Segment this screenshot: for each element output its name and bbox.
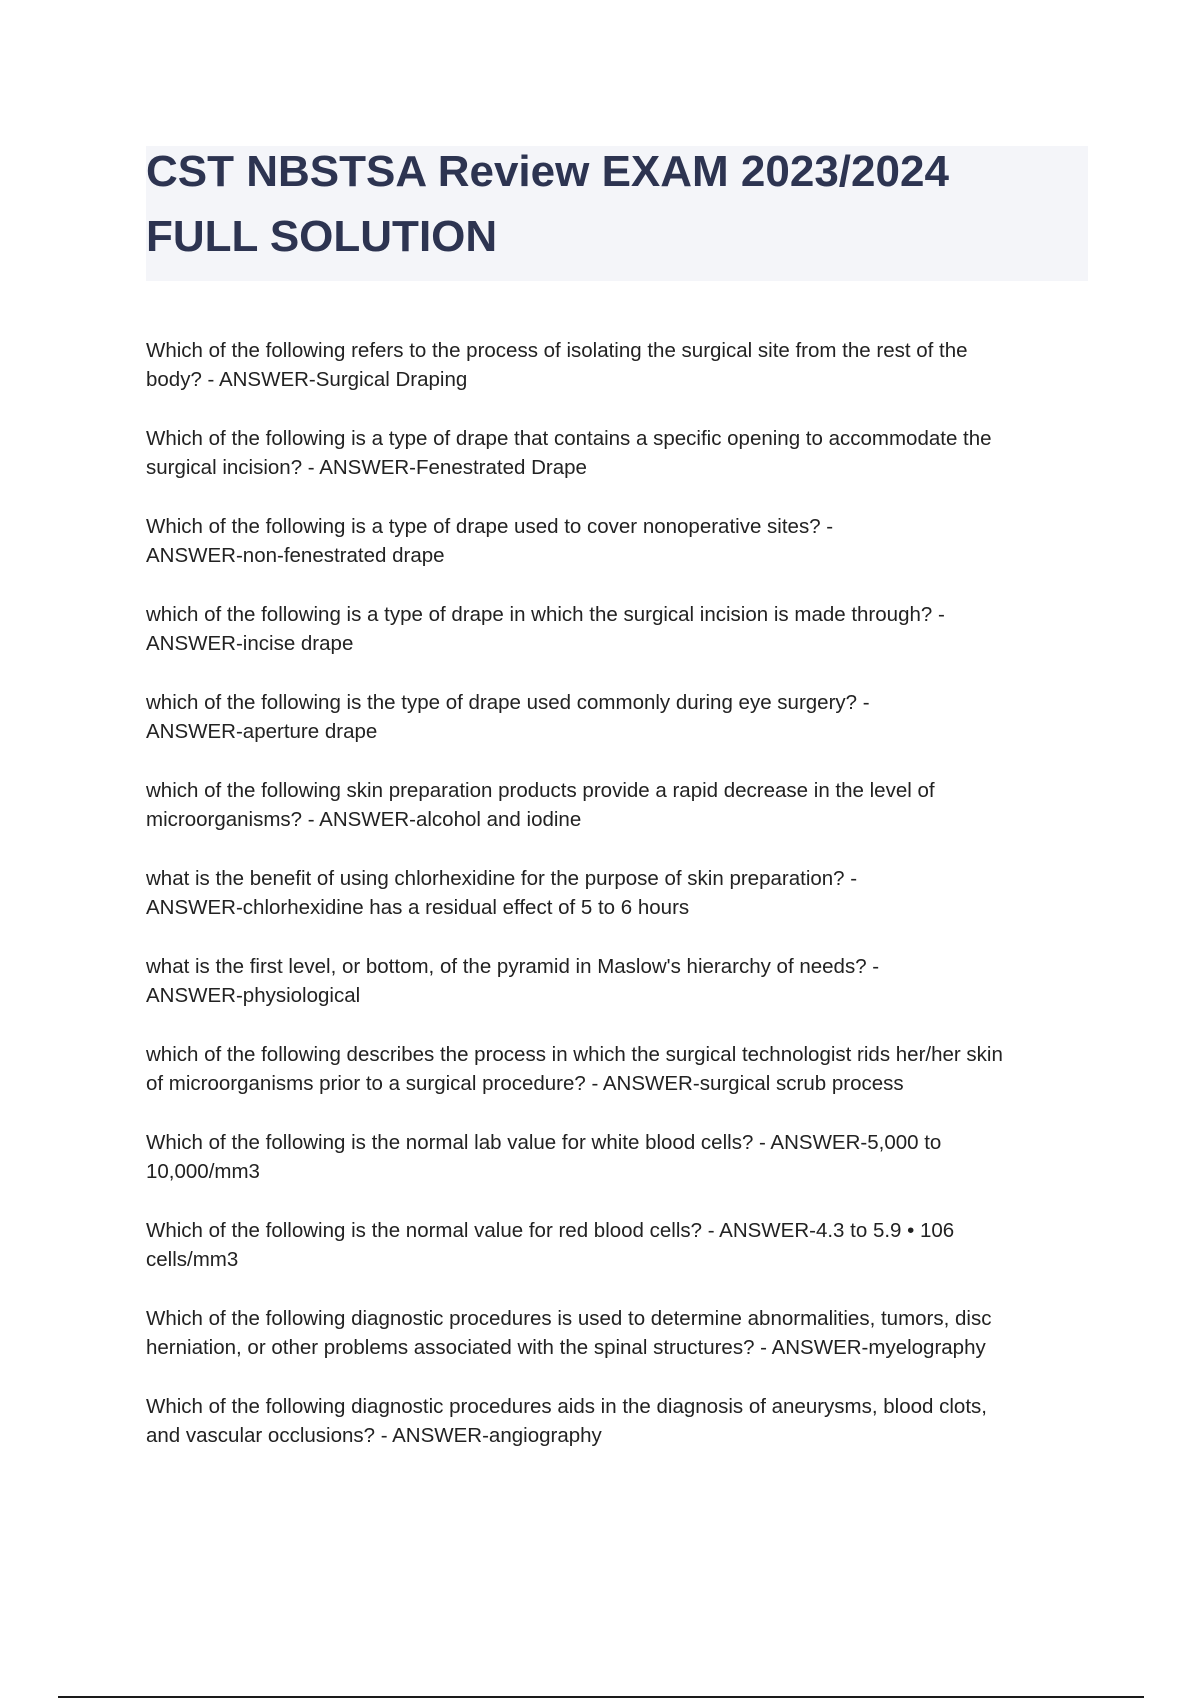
qa-line: 10,000/mm3 [146, 1160, 260, 1183]
qa-item [146, 776, 1086, 834]
qa-line: ANSWER-incise drape [146, 632, 354, 655]
qa-line: Which of the following is the normal lab value for white blood cells? - ANSWER-5,000 to [146, 1131, 942, 1154]
qa-line: which of the following is the type of drape used commonly during eye surgery? - [146, 691, 870, 714]
qa-item [146, 952, 1086, 1010]
qa-item [146, 600, 1086, 658]
page-title-line-1: CST NBSTSA Review EXAM 2023/2024 [146, 147, 949, 196]
qa-item [146, 512, 1086, 570]
qa-line: ANSWER-physiological [146, 984, 361, 1007]
qa-item [146, 1216, 1086, 1274]
qa-line: which of the following is a type of drape in which the surgical incision is made through? - [146, 603, 945, 626]
qa-line: Which of the following refers to the process of isolating the surgical site from the rest of the [146, 339, 968, 362]
qa-line: ANSWER-chlorhexidine has a residual effect of 5 to 6 hours [146, 896, 690, 919]
footer-rule [58, 1696, 1144, 1698]
qa-line: which of the following describes the process in which the surgical technologist rids her/her skin [146, 1043, 1003, 1066]
qa-item [146, 688, 1086, 746]
qa-line: Which of the following is a type of drape used to cover nonoperative sites? - [146, 515, 834, 538]
qa-line: Which of the following is a type of drape that contains a specific opening to accommodate the [146, 427, 992, 450]
qa-line: ANSWER-non-fenestrated drape [146, 544, 445, 567]
qa-line: of microorganisms prior to a surgical procedure? - ANSWER-surgical scrub process [146, 1072, 904, 1095]
qa-list [146, 336, 1086, 1480]
qa-item [146, 336, 1086, 394]
qa-item [146, 1040, 1086, 1098]
page-title-line-2: FULL SOLUTION [146, 212, 498, 261]
qa-line: surgical incision? - ANSWER-Fenestrated Drape [146, 456, 587, 479]
qa-line: herniation, or other problems associated with the spinal structures? - ANSWER-myelography [146, 1336, 986, 1359]
qa-line: what is the benefit of using chlorhexidine for the purpose of skin preparation? - [146, 867, 858, 890]
qa-item [146, 864, 1086, 922]
qa-line: and vascular occlusions? - ANSWER-angiography [146, 1424, 602, 1447]
qa-line: which of the following skin preparation products provide a rapid decrease in the level of [146, 779, 935, 802]
qa-item [146, 424, 1086, 482]
qa-item [146, 1392, 1086, 1450]
qa-line: Which of the following diagnostic procedures is used to determine abnormalities, tumors, disc [146, 1307, 992, 1330]
qa-item [146, 1304, 1086, 1362]
qa-line: Which of the following diagnostic procedures aids in the diagnosis of aneurysms, blood clots, [146, 1395, 987, 1418]
qa-line: body? - ANSWER-Surgical Draping [146, 368, 468, 391]
qa-line: microorganisms? - ANSWER-alcohol and iodine [146, 808, 582, 831]
qa-item [146, 1128, 1086, 1186]
qa-line: Which of the following is the normal value for red blood cells? - ANSWER-4.3 to 5.9 • 106 [146, 1219, 955, 1242]
qa-line: what is the first level, or bottom, of the pyramid in Maslow's hierarchy of needs? - [146, 955, 880, 978]
qa-line: ANSWER-aperture drape [146, 720, 378, 743]
qa-line: cells/mm3 [146, 1248, 239, 1271]
